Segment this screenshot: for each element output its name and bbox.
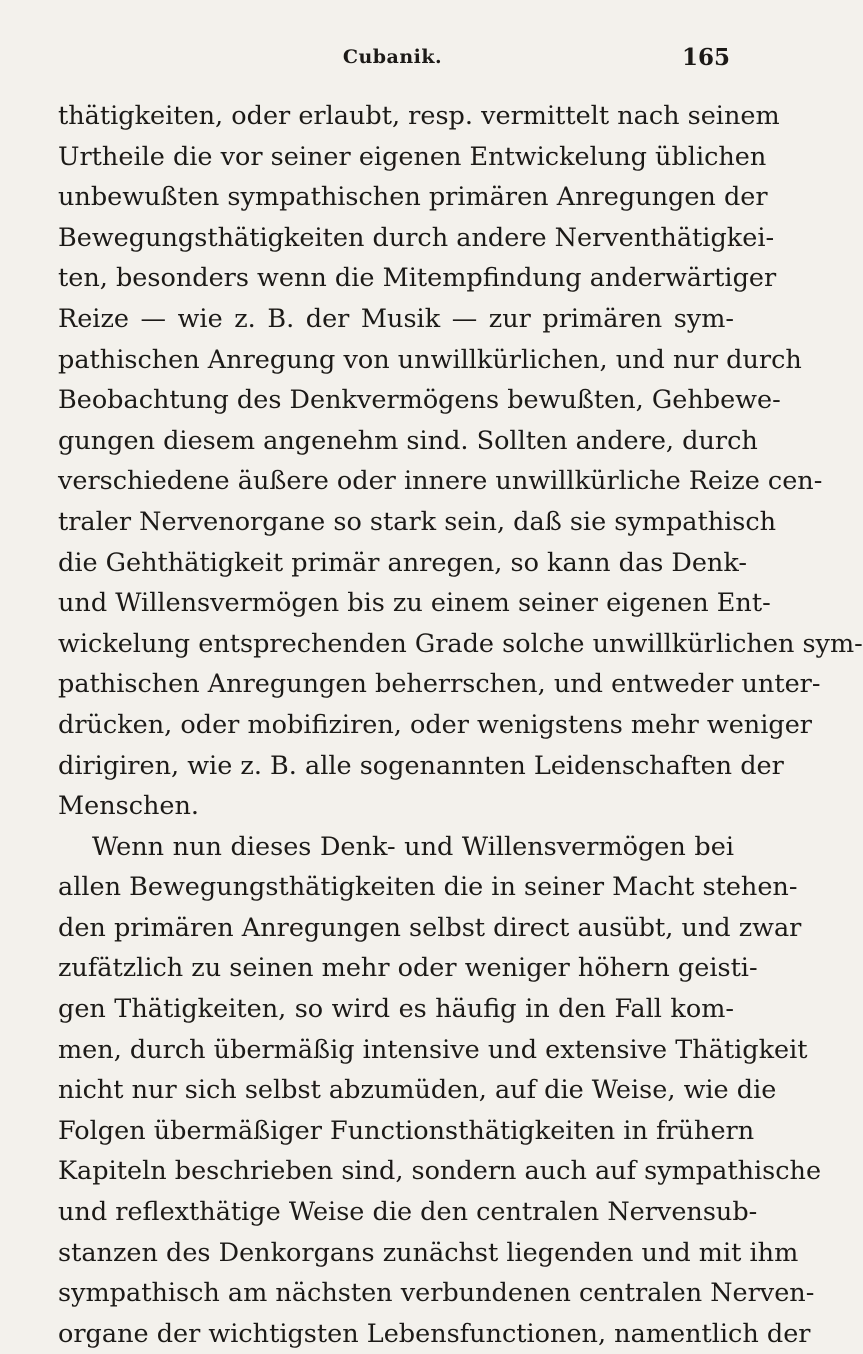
text-line: drücken, oder mobifiziren, oder wenigstens mehr weniger bbox=[58, 709, 812, 740]
text-line: thätigkeiten, oder erlaubt, resp. vermittelt nach seinem bbox=[58, 101, 780, 131]
text-line: pathischen Anregung von unwillkürlichen, und nur durch bbox=[58, 344, 802, 375]
text-line: stanzen des Denkorgans zunächst liegenden und mit ihm bbox=[58, 1237, 799, 1268]
text-line: den primären Anregungen selbst direct ausübt, und zwar bbox=[58, 912, 802, 943]
text-line: Urtheile die vor seiner eigenen Entwickelung üblichen bbox=[58, 141, 767, 172]
text-line: Beobachtung des Denkvermögens bewußten, Gehbewe- bbox=[58, 385, 781, 416]
text-line: und reflexthätige Weise die den centralen Nervensub- bbox=[58, 1197, 758, 1228]
text-line: Folgen übermäßiger Functionsthätigkeiten in frühern bbox=[58, 1115, 755, 1146]
text-line: traler Nervenorgane so stark sein, daß sie sympathisch bbox=[58, 506, 777, 537]
text-line: gen Thätigkeiten, so wird es häufig in den Fall kom- bbox=[58, 994, 734, 1025]
text-line: zufätzlich zu seinen mehr oder weniger höhern geisti- bbox=[58, 953, 758, 984]
text-line: Bewegungsthätigkeiten durch andere Nerventhätigkei- bbox=[58, 222, 775, 253]
text-line: die Gehthätigkeit primär anregen, so kann das Denk- bbox=[58, 547, 747, 578]
body-text bbox=[58, 96, 863, 1354]
text-line: men, durch übermäßig intensive und extensive Thätigkeit bbox=[58, 1034, 808, 1065]
text-line: Kapiteln beschrieben sind, sondern auch auf sympathische bbox=[58, 1156, 822, 1187]
running-head: Cubanik. bbox=[342, 46, 443, 68]
text-line: Reize — wie z. B. der Musik — zur primären sym- bbox=[58, 303, 734, 334]
paragraph-end-line: Menschen. bbox=[58, 791, 200, 822]
text-line: und Willensvermögen bis zu einem seiner eigenen Ent- bbox=[58, 588, 771, 619]
text-line: nicht nur sich selbst abzumüden, auf die Weise, wie die bbox=[58, 1075, 777, 1106]
text-line: dirigiren, wie z. B. alle sogenannten Leidenschaften der bbox=[58, 750, 784, 781]
text-line: wickelung entsprechenden Grade solche unwillkürlichen sym- bbox=[58, 628, 863, 659]
text-line: unbewußten sympathischen primären Anregungen der bbox=[58, 182, 768, 213]
text-line: verschiedene äußere oder innere unwillkürliche Reize cen- bbox=[58, 466, 823, 497]
text-line: gungen diesem angenehm sind. Sollten andere, durch bbox=[58, 425, 758, 456]
text-line: allen Bewegungsthätigkeiten die in seiner Macht stehen- bbox=[58, 872, 798, 903]
text-line: ten, besonders wenn die Mitempfindung anderwärtiger bbox=[58, 263, 777, 294]
text-line: sympathisch am nächsten verbundenen centralen Nerven- bbox=[58, 1278, 815, 1309]
page-number: 165 bbox=[681, 44, 730, 71]
text-line: pathischen Anregungen beherrschen, und entweder unter- bbox=[58, 669, 821, 700]
paragraph-start-line: Wenn nun dieses Denk- und Willensvermögen bei bbox=[92, 831, 734, 862]
page-header bbox=[55, 44, 730, 74]
text-line: organe der wichtigsten Lebensfunctionen, namentlich der bbox=[58, 1318, 811, 1349]
